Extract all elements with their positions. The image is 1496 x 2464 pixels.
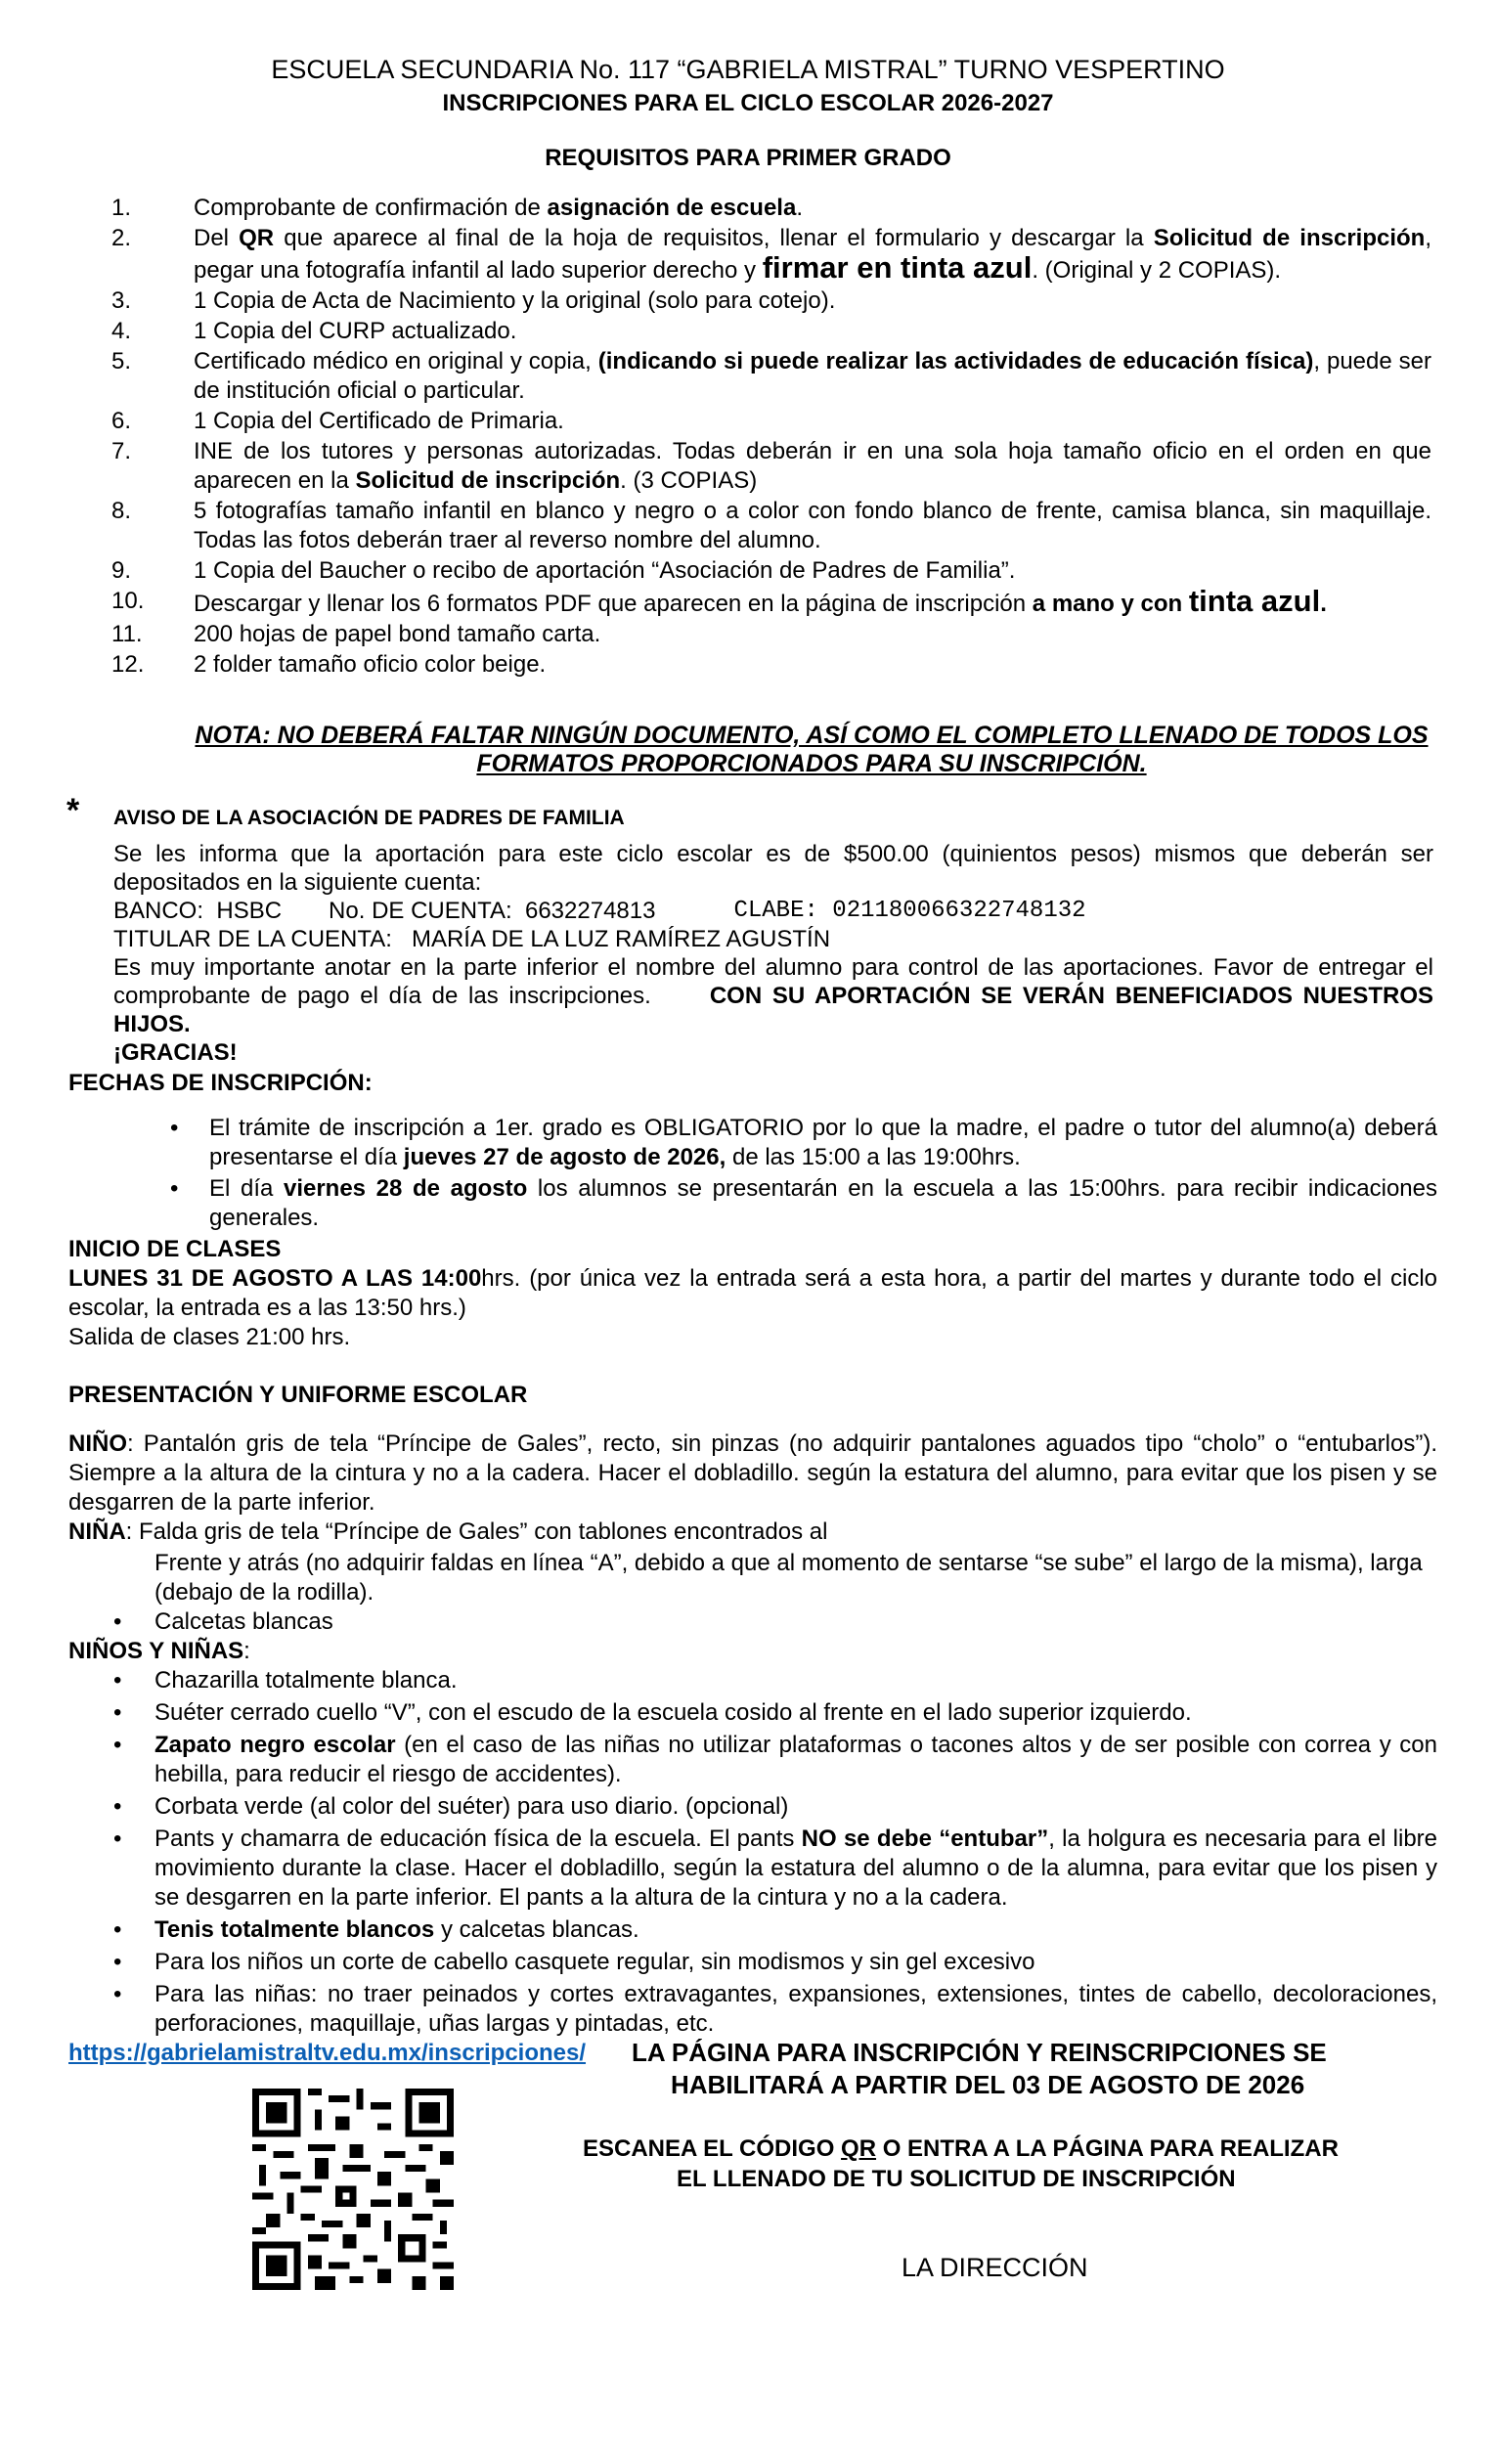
- scan-line: [583, 2134, 1339, 2164]
- item-text: 5 fotografías tamaño infantil en blanco y negro o a color con fondo blanco de frente, camisa blanca, sin maquillaje. Todas las fotos deberán traer al reverso nombre del alumno.: [194, 498, 1431, 553]
- item-text: 1 Copia del Baucher o recibo de aportación “Asociación de Padres de Familia”.: [194, 557, 1016, 584]
- nota-warning: NOTA: NO DEBERÁ FALTAR NINGÚN DOCUMENTO, ASÍ COMO EL COMPLETO LLENADO DE TODOS LOS FORMATOS PROPORCIONADOS PARA SU INSCRIPCIÓN.: [195, 722, 1429, 777]
- item-text: .: [796, 195, 803, 221]
- nino-paragraph: [68, 1430, 1437, 1518]
- bank-name: HSBC: [216, 898, 283, 924]
- requirement-item: [110, 317, 1431, 346]
- item-text: de las 15:00 a las 19:00hrs.: [726, 1144, 1021, 1170]
- account-number: 6632274813: [524, 898, 656, 924]
- list-item: [68, 1698, 1437, 1728]
- item-text-bold: Solicitud de inscripción: [1153, 225, 1426, 251]
- list-item: [68, 1114, 1437, 1172]
- inicio-title: INICIO DE CLASES: [68, 1236, 282, 1262]
- item-number: 12.: [111, 651, 145, 678]
- inscripciones-link[interactable]: https://gabrielamistraltv.edu.mx/inscripciones/: [68, 2040, 587, 2066]
- aviso-paragraph: Se les informa que la aportación para este ciclo escolar es de $500.00 (quinientos pesos) mismos que deberán ser depositados en la siguiente cuenta:: [113, 841, 1433, 896]
- list-item: [68, 1731, 1437, 1789]
- item-number: 10.: [111, 588, 145, 614]
- item-text-bold: NO se debe “entubar”: [801, 1826, 1049, 1852]
- item-text: Del: [194, 225, 240, 251]
- asterisk-marker: *: [66, 792, 80, 829]
- requirement-item: [110, 407, 1431, 436]
- item-text: los alumnos se presentarán en la escuela a las 15:00hrs. para recibir indicaciones generales.: [209, 1175, 1437, 1231]
- requirement-item: [110, 620, 1431, 649]
- aviso-paragraph-2: [113, 953, 1433, 1038]
- item-number: 2.: [111, 225, 132, 251]
- item-number: 11.: [111, 621, 143, 647]
- signature-direccion: LA DIRECCIÓN: [902, 2253, 1088, 2282]
- item-text-bold: (indicando si puede realizar las actividades de educación física): [597, 348, 1314, 374]
- inicio-section: [68, 1235, 1437, 1352]
- qr-code-graphic: [252, 2089, 454, 2290]
- item-number: 6.: [111, 408, 132, 434]
- fechas-list: [68, 1114, 1437, 1233]
- item-text-bold: Solicitud de inscripción: [355, 467, 621, 494]
- aviso-section: [113, 804, 1433, 1067]
- requirement-item: [110, 497, 1431, 555]
- item-text-bold: a mano y con: [1032, 591, 1189, 617]
- list-item: [68, 1915, 1437, 1945]
- item-text: , puede ser de institución oficial o particular.: [194, 348, 1431, 404]
- item-text-bold: QR: [239, 225, 275, 251]
- item-text-bold: Zapato negro escolar: [154, 1732, 396, 1758]
- requirement-item: [110, 347, 1431, 406]
- requirement-item: [110, 584, 1431, 619]
- announcement: [632, 2037, 1327, 2101]
- document-subtitle: INSCRIPCIONES PARA EL CICLO ESCOLAR 2026-2027: [442, 90, 1054, 116]
- nina-list: [68, 1607, 1437, 1637]
- inicio-date: LUNES 31 DE AGOSTO A LAS 14:00: [68, 1265, 482, 1292]
- item-number: 8.: [111, 498, 132, 524]
- item-text: que aparece al final de la hoja de requisitos, llenar el formulario y descargar la: [274, 225, 1154, 251]
- inicio-text: [68, 1264, 1437, 1323]
- fechas-section: [68, 1069, 1437, 1235]
- requirement-item: [110, 650, 1431, 680]
- aviso-note: Es muy importante anotar en la parte inferior el nombre del alumno para control de las aportaciones. Favor de entregar el comprobante de pago el día de las inscripciones.: [113, 954, 1433, 1009]
- item-text: 200 hojas de papel bond tamaño carta.: [194, 621, 601, 647]
- scan-instructions: [583, 2134, 1339, 2194]
- nino-text: : Pantalón gris de tela “Príncipe de Gales”, recto, sin pinzas (no adquirir pantalones aguados tipo “cholo” o “entubarlos”). Siempre a la altura de la cintura y no a la cadera. Hacer el dobladillo. según la estatura del alumno, para evitar que los pisen y se desgarren de la parte inferior.: [68, 1430, 1437, 1516]
- bank-label: BANCO:: [113, 898, 204, 924]
- item-text-large: tinta azul: [1188, 584, 1321, 618]
- item-text: , pegar una fotografía infantil al lado superior derecho y: [194, 225, 1431, 284]
- requirement-item: [110, 286, 1431, 316]
- aviso-title: AVISO DE LA ASOCIACIÓN DE PADRES DE FAMILIA: [113, 807, 625, 829]
- fechas-title: FECHAS DE INSCRIPCIÓN:: [68, 1070, 373, 1096]
- scan-line: EL LLENADO DE TU SOLICITUD DE INSCRIPCIÓN: [677, 2166, 1236, 2192]
- item-number: 4.: [111, 318, 132, 344]
- item-text: Suéter cerrado cuello “V”, con el escudo de la escuela cosido al frente en el lado superior izquierdo.: [154, 1699, 1192, 1726]
- item-text: Chazarilla totalmente blanca.: [154, 1667, 458, 1694]
- item-text-bold: viernes 28 de agosto: [283, 1175, 528, 1202]
- nina-continuation: Frente y atrás (no adquirir faldas en línea “A”, debido a que al momento de sentarse “se sube” el largo de la misma), larga (debajo de la rodilla).: [154, 1550, 1423, 1606]
- item-text: 1 Copia del Certificado de Primaria.: [194, 408, 564, 434]
- nino-label: NIÑO: [68, 1430, 127, 1457]
- item-text: y calcetas blancas.: [434, 1916, 639, 1943]
- item-text-bold: asignación de escuela: [547, 195, 797, 221]
- item-text-bold: jueves 27 de agosto de 2026,: [403, 1144, 726, 1170]
- list-item: [68, 1174, 1437, 1233]
- item-text: Pants y chamarra de educación física de la escuela. El pants: [154, 1826, 802, 1852]
- requirement-item: [110, 556, 1431, 586]
- account-holder: [113, 925, 1433, 953]
- item-text: El trámite de inscripción a 1er. grado es OBLIGATORIO por lo que la madre, el padre o tutor del alumno(a) deberá presentarse el día: [209, 1115, 1437, 1170]
- scan-text: ESCANEA EL CÓDIGO: [583, 2135, 842, 2162]
- nina-text: : Falda gris de tela “Príncipe de Gales” con tablones encontrados al: [125, 1518, 828, 1545]
- item-text: . (Original y 2 COPIAS).: [1032, 257, 1282, 284]
- item-text: 1 Copia de Acta de Nacimiento y la original (solo para cotejo).: [194, 287, 836, 314]
- aviso-thanks: ¡GRACIAS!: [113, 1039, 238, 1066]
- item-number: 1.: [111, 195, 132, 221]
- clabe-label: CLABE:: [733, 898, 818, 924]
- item-text: (en el caso de las niñas no utilizar plataformas o tacones altos y de ser posible con correa y con hebilla, para reducir el riesgo de accidentes).: [154, 1732, 1438, 1787]
- bank-details: [113, 897, 1433, 925]
- item-text: Para las niñas: no traer peinados y cortes extravagantes, expansiones, extensiones, tintes de cabello, decoloraciones, perforaciones, maquillaje, uñas largas y pintadas, etc.: [154, 1981, 1437, 2037]
- item-number: 5.: [111, 348, 132, 374]
- clabe-number: 021180066322748132: [832, 898, 1086, 924]
- item-text: Para los niños un corte de cabello casquete regular, sin modismos y sin gel excesivo: [154, 1949, 1035, 1975]
- item-text: Certificado médico en original y copia,: [194, 348, 598, 374]
- uniforme-title: PRESENTACIÓN Y UNIFORME ESCOLAR: [68, 1382, 528, 1408]
- item-text: Descargar y llenar los 6 formatos PDF que aparecen en la página de inscripción: [194, 591, 1033, 617]
- requirement-item: [110, 224, 1431, 286]
- item-text-bold: .: [1320, 591, 1327, 617]
- school-name: ESCUELA SECUNDARIA No. 117 “GABRIELA MISTRAL” TURNO VESPERTINO: [271, 55, 1225, 84]
- item-number: 7.: [111, 438, 132, 464]
- item-number: 3.: [111, 287, 132, 314]
- holder-name: MARÍA DE LA LUZ RAMÍREZ AGUSTÍN: [411, 926, 831, 952]
- scan-text: O ENTRA A LA PÁGINA PARA REALIZAR: [876, 2135, 1339, 2162]
- list-item: [68, 1980, 1437, 2039]
- item-text: . (3 COPIAS): [620, 467, 758, 494]
- nina-paragraph: [68, 1518, 1437, 1547]
- list-item: [68, 1666, 1437, 1695]
- nina-label: NIÑA: [68, 1518, 126, 1545]
- aviso-note-bold: CON SU APORTACIÓN SE VERÁN BENEFICIADOS NUESTROS HIJOS.: [113, 983, 1433, 1037]
- item-text: Comprobante de confirmación de: [194, 195, 548, 221]
- announcement-line: HABILITARÁ A PARTIR DEL 03 DE AGOSTO DE 2026: [671, 2070, 1305, 2099]
- item-number: 9.: [111, 557, 132, 584]
- requirements-list: [110, 194, 1431, 681]
- list-item: [68, 1948, 1437, 1977]
- ambos-label: NIÑOS Y NIÑAS: [68, 1638, 244, 1664]
- item-text: El día: [209, 1175, 284, 1202]
- item-text-bold: Tenis totalmente blancos: [154, 1916, 435, 1943]
- list-item: [68, 1825, 1437, 1913]
- inicio-detail: hrs. (por única vez la entrada será a esta hora, a partir del martes y durante todo el ciclo escolar, la entrada es a las 13:50 hrs.): [68, 1265, 1437, 1321]
- qr-code-icon[interactable]: [252, 2089, 454, 2290]
- item-text: 1 Copia del CURP actualizado.: [194, 318, 517, 344]
- ambos-colon: :: [243, 1638, 250, 1664]
- list-item: [68, 1792, 1437, 1822]
- item-text: INE de los tutores y personas autorizadas. Todas deberán ir en una sola hoja tamaño oficio en el orden en que aparecen en la: [194, 438, 1431, 494]
- item-text-large: firmar en tinta azul: [762, 250, 1033, 285]
- salida-text: Salida de clases 21:00 hrs.: [68, 1324, 351, 1350]
- list-item: • Calcetas blancas: [68, 1607, 1437, 1637]
- ambos-list: [68, 1666, 1437, 2039]
- requirement-item: [110, 437, 1431, 496]
- item-text: Corbata verde (al color del suéter) para uso diario. (opcional): [154, 1793, 789, 1820]
- announcement-line: LA PÁGINA PARA INSCRIPCIÓN Y REINSCRIPCIONES SE: [632, 2038, 1327, 2067]
- item-text: 2 folder tamaño oficio color beige.: [194, 651, 547, 678]
- requirements-heading: REQUISITOS PARA PRIMER GRADO: [545, 145, 951, 171]
- item-text: , la holgura es necesaria para el libre movimiento durante la clase. Hacer el dobladillo, según la estatura del alumno o de la alumna, para evitar que los pisen y se desgarren en la parte inferior. El pants a la altura de la cintura y no a la cadera.: [154, 1826, 1438, 1911]
- requirement-item: [110, 194, 1431, 223]
- ambos-heading: [68, 1637, 1437, 1666]
- scan-text-qr: QR: [841, 2135, 877, 2162]
- account-label: No. DE CUENTA:: [329, 898, 512, 924]
- holder-label: TITULAR DE LA CUENTA:: [113, 926, 392, 952]
- uniforme-section: [68, 1381, 1437, 2039]
